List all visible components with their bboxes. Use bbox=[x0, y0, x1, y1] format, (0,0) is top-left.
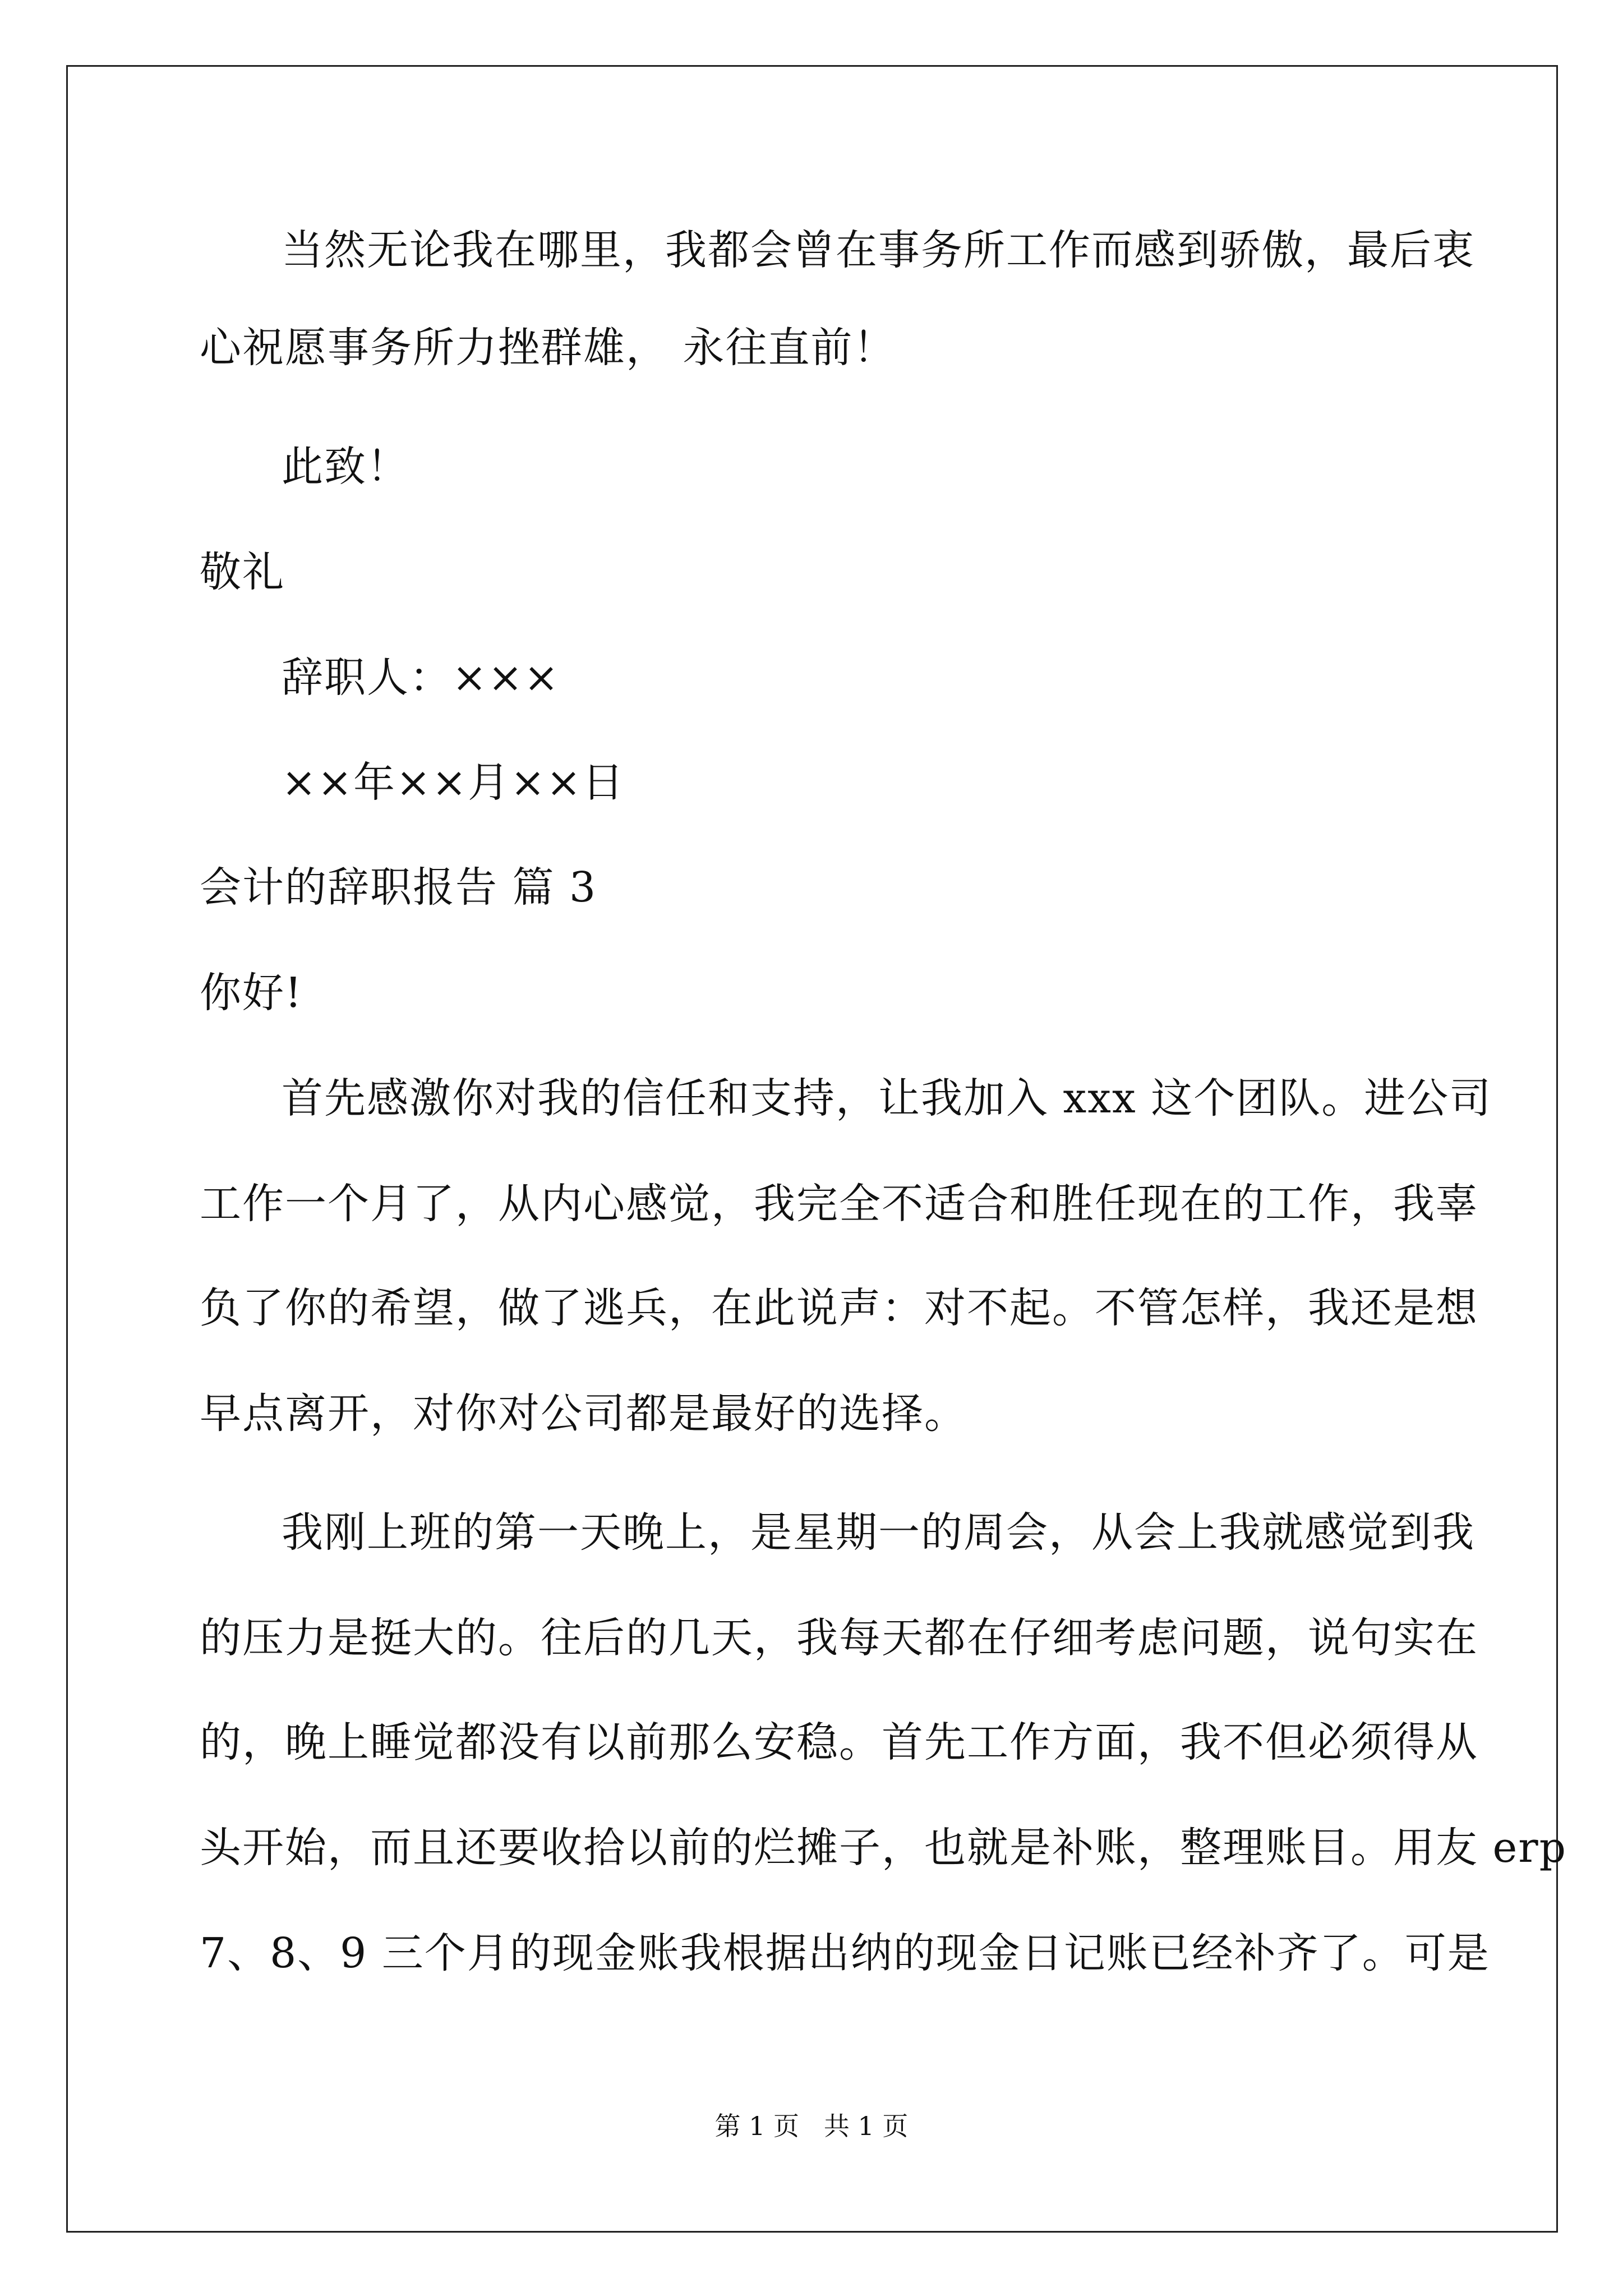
salutation-regards: 敬礼 bbox=[200, 548, 285, 596]
date-line: ××年××月××日 bbox=[282, 758, 625, 807]
signatory-line: 辞职人：××× bbox=[282, 654, 560, 702]
paragraph-line: 早点离开，对你对公司都是最好的选择。 bbox=[200, 1389, 967, 1438]
greeting-line: 你好! bbox=[200, 969, 303, 1017]
paragraph-line: 首先感激你对我的信任和支持，让我加入 xxx 这个团队。进公司 bbox=[282, 1074, 1492, 1122]
section-heading: 会计的辞职报告 篇 3 bbox=[200, 863, 597, 912]
paragraph-line: 当然无论我在哪里，我都会曾在事务所工作而感到骄傲，最后衷 bbox=[282, 226, 1475, 274]
paragraph-line: 的，晚上睡觉都没有以前那么安稳。首先工作方面，我不但必须得从 bbox=[200, 1718, 1478, 1766]
paragraph-line: 的压力是挺大的。往后的几天，我每天都在仔细考虑问题，说句实在 bbox=[200, 1614, 1478, 1662]
paragraph-line: 负了你的希望，做了逃兵，在此说声：对不起。不管怎样，我还是想 bbox=[200, 1284, 1478, 1332]
paragraph-line: 我刚上班的第一天晚上，是星期一的周会，从会上我就感觉到我 bbox=[282, 1508, 1475, 1557]
paragraph-line: 7、8、9 三个月的现金账我根据出纳的现金日记账已经补齐了。可是 bbox=[200, 1929, 1490, 1977]
salutation-closing: 此致！ bbox=[282, 443, 409, 491]
paragraph-line: 心祝愿事务所力挫群雄， 永往直前！ bbox=[200, 324, 896, 372]
paragraph-line: 头开始，而且还要收拾以前的烂摊子，也就是补账，整理账目。用友 erp bbox=[200, 1824, 1567, 1872]
paragraph-line: 工作一个月了，从内心感觉，我完全不适合和胜任现在的工作，我辜 bbox=[200, 1180, 1478, 1228]
page-footer: 第 1 页 共 1 页 bbox=[714, 2111, 909, 2141]
page-border bbox=[66, 65, 1558, 2233]
